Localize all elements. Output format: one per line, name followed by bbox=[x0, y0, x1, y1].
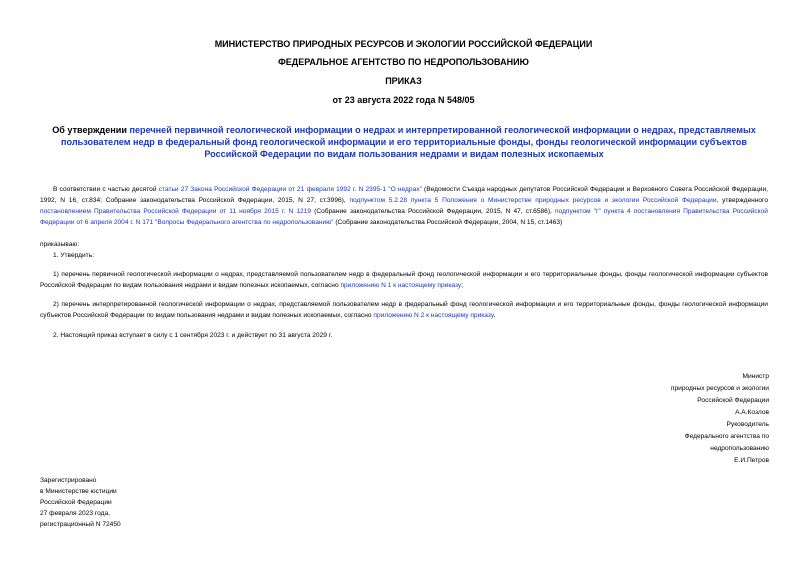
resolution-171-link[interactable]: подпунктом "г" пункта 4 постановления Правительства Российской Федерации от 6 апреля 2004 г. N 171 "Вопросы Федерального агентства по недропользованию" bbox=[40, 208, 768, 226]
registration-line: регистрационный N 72450 bbox=[40, 521, 121, 528]
registration-line: в Министерстве юстиции bbox=[40, 488, 117, 495]
regulation-link[interactable]: подпунктом 5.2.28 пункта 5 Положения о Министерстве природных ресурсов и экологии Российской Федерации bbox=[349, 197, 717, 204]
appendix-2-link[interactable]: приложению N 2 к настоящему приказу bbox=[373, 312, 494, 319]
item-1-2 bbox=[40, 299, 768, 321]
registration-block bbox=[40, 475, 240, 530]
appendix-1-link[interactable]: приложению N 1 к настоящему приказу bbox=[340, 282, 462, 289]
signature-line: Российской Федерации bbox=[697, 397, 769, 404]
preamble-text-2: (Ведомости Съезда народных депутатов Российской Федерации и Верховного Совета Российской Федерации, 1992, N 16, ст.834; Собрание законодательства Российской Федерации, 2015, N 27, ст.3996), bbox=[40, 186, 768, 204]
date-number-heading: от 23 августа 2022 года N 548/05 bbox=[332, 95, 475, 105]
signature-line: Руководитель bbox=[726, 421, 769, 428]
resolution-1219-link[interactable]: постановлением Правительства Российской Федерации от 11 ноября 2015 г. N 1219 bbox=[40, 208, 311, 215]
item-2: 2. Настоящий приказ вступает в силу с 1 сентября 2023 г. и действует по 31 августа 2029 г. bbox=[53, 332, 333, 339]
doc-type-heading: ПРИКАЗ bbox=[385, 76, 422, 86]
signature-line: А.А.Козлов bbox=[735, 409, 769, 416]
ministry-heading: МИНИСТЕРСТВО ПРИРОДНЫХ РЕСУРСОВ И ЭКОЛОГИИ РОССИЙСКОЙ ФЕДЕРАЦИИ bbox=[214, 39, 593, 49]
preamble-text-1: В соответствии с частью десятой bbox=[53, 186, 159, 193]
signature-block bbox=[549, 371, 769, 467]
agency-heading: ФЕДЕРАЛЬНОЕ АГЕНТСТВО ПО НЕДРОПОЛЬЗОВАНИЮ bbox=[278, 57, 529, 67]
document-title bbox=[34, 124, 774, 160]
law-link[interactable]: статьи 27 Закона Российской Федерации от 21 февраля 1992 г. N 2395-1 "О недрах" bbox=[158, 186, 422, 193]
signature-line: природных ресурсов и экологии bbox=[670, 385, 769, 392]
preamble-text-4: (Собрание законодательства Российской Федерации, 2015, N 47, ст.6586), bbox=[311, 208, 555, 215]
title-prefix: Об утверждении bbox=[52, 125, 130, 135]
order-word: приказываю: bbox=[40, 241, 80, 248]
item-1-1 bbox=[40, 269, 768, 291]
item-1-1-text: 1) перечень первичной геологической информации о недрах, представляемой пользователем недр в федеральный фонд геологической информации и его территориальные фонды, фонды геологической информации субъектов Российской Федерации по видам пользования недрами и видам полезных ископаемых, согласно bbox=[40, 271, 768, 289]
item-1-2-end: . bbox=[493, 312, 496, 319]
preamble-paragraph bbox=[40, 184, 768, 228]
registration-line: Зарегистрировано bbox=[40, 477, 97, 484]
registration-line: 27 февраля 2023 года, bbox=[40, 510, 110, 517]
item-1-1-end: ; bbox=[461, 282, 464, 289]
preamble-text-5: (Собрание законодательства Российской Федерации, 2004, N 15, ст.1463) bbox=[333, 219, 563, 226]
signature-line: Федерального агентства по bbox=[684, 433, 769, 440]
preamble-text-3: , утвержденного bbox=[716, 197, 768, 204]
title-link[interactable]: перечней первичной геологической информации о недрах и интерпретированной геологической информации о недрах, представляемых пользователем недр в федеральный фонд геологической информации и его территориальные фонды, фонды геологической информации субъектов Российской Федерации по видам пользования недрами и видам полезных ископаемых bbox=[61, 125, 756, 159]
item-1-2-text: 2) перечень интерпретированной геологической информации о недрах, представляемой пользователем недр в федеральный фонд геологической информации и его территориальные фонды, фонды геологической информации субъектов Российской Федерации по видам пользования недрами и видам полезных ископаемых, согласно bbox=[40, 301, 768, 319]
item-1: 1. Утвердить: bbox=[53, 252, 94, 259]
signature-line: Е.И.Петров bbox=[734, 457, 769, 464]
signature-line: Министр bbox=[742, 373, 769, 380]
signature-line: недропользованию bbox=[710, 445, 769, 452]
registration-line: Российской Федерации bbox=[40, 499, 112, 506]
